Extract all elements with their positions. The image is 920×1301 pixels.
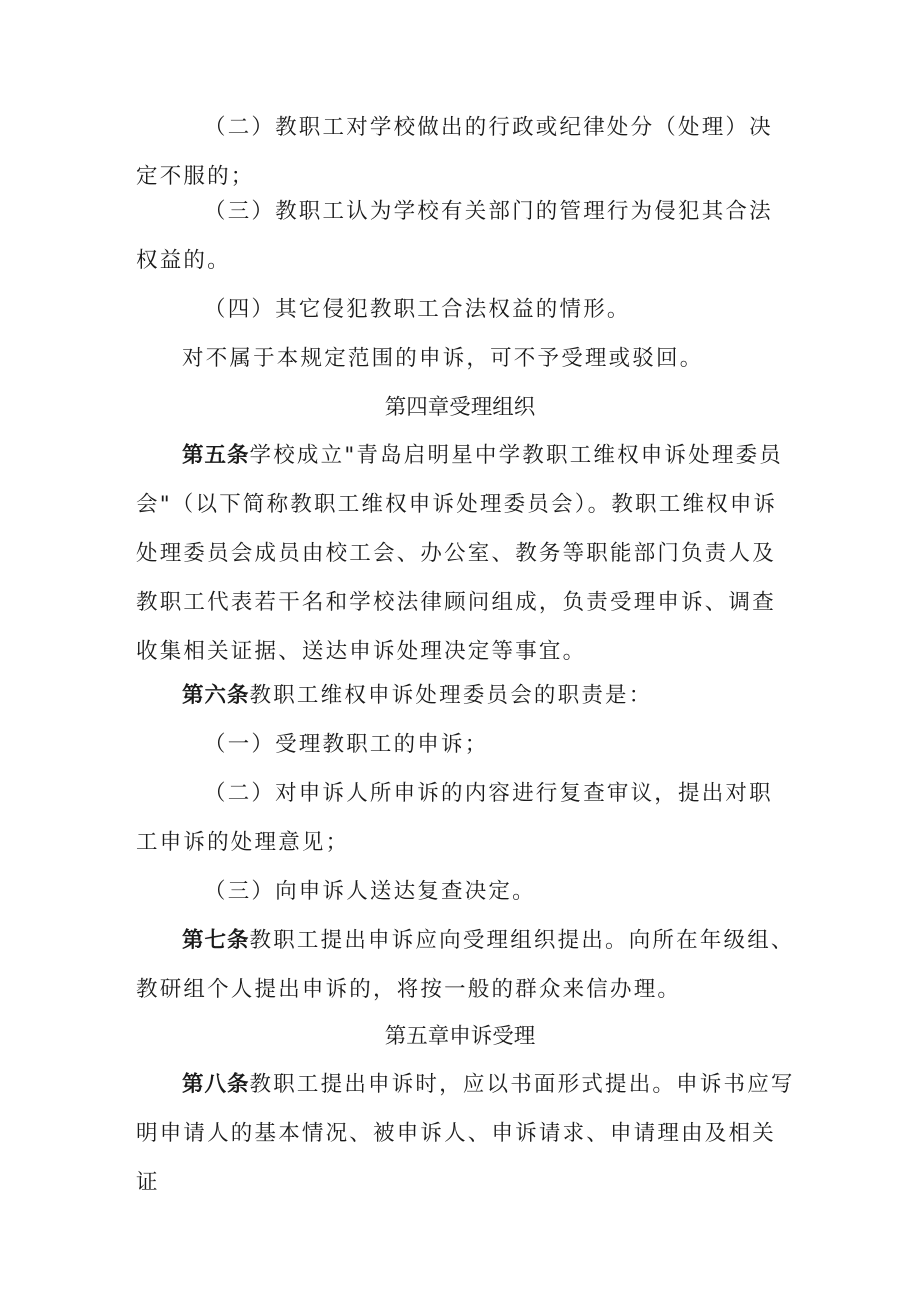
article-6-label: 第六条 bbox=[182, 683, 250, 708]
article-8-label: 第八条 bbox=[182, 1072, 250, 1097]
duty-item-two: （二）对申诉人所申诉的内容进行复查审议，提出对职工申诉的处理意见； bbox=[136, 781, 773, 855]
article-7 bbox=[136, 916, 796, 1014]
article-6 bbox=[136, 671, 796, 720]
article-5 bbox=[136, 431, 796, 676]
article-7-text: 教职工提出申诉应向受理组织提出。向所在年级组、教研组个人提出申诉的，将按一般的群众来信办理。 bbox=[136, 928, 795, 1002]
list-item-two: （二）教职工对学校做出的行政或纪律处分（处理）决定不服的； bbox=[136, 115, 773, 189]
article-5-label: 第五条 bbox=[182, 443, 250, 468]
article-7-label: 第七条 bbox=[182, 928, 250, 953]
duty-item-three: （三）向申诉人送达复查决定。 bbox=[204, 879, 536, 904]
article-8 bbox=[136, 1060, 796, 1207]
list-item-four: （四）其它侵犯教职工合法权益的情形。 bbox=[204, 297, 631, 322]
article-6-text: 教职工维权申诉处理委员会的职责是： bbox=[249, 683, 653, 708]
list-item-three: （三）教职工认为学校有关部门的管理行为侵犯其合法权益的。 bbox=[136, 199, 773, 273]
article-8-text: 教职工提出申诉时，应以书面形式提出。申诉书应写明申请人的基本情况、被申诉人、申诉请求、申请理由及相关证 bbox=[136, 1072, 795, 1195]
chapter-4-title: 第四章受理组织 bbox=[384, 395, 536, 420]
scope-note: 对不属于本规定范围的申诉，可不予受理或驳回。 bbox=[182, 346, 704, 371]
duty-item-one: （一）受理教职工的申诉； bbox=[204, 732, 489, 757]
article-5-text: 学校成立"青岛启明星中学教职工维权申诉处理委员会"（以下简称教职工维权申诉处理委员会）。教职工维权申诉处理委员会成员由校工会、办公室、教务等职能部门负责人及教职工代表若干名和学校法律顾问组成，负责受理申诉、调查收集相关证据、送达申诉处理决定等事宜。 bbox=[136, 443, 784, 664]
chapter-5-title: 第五章申诉受理 bbox=[384, 1024, 536, 1049]
